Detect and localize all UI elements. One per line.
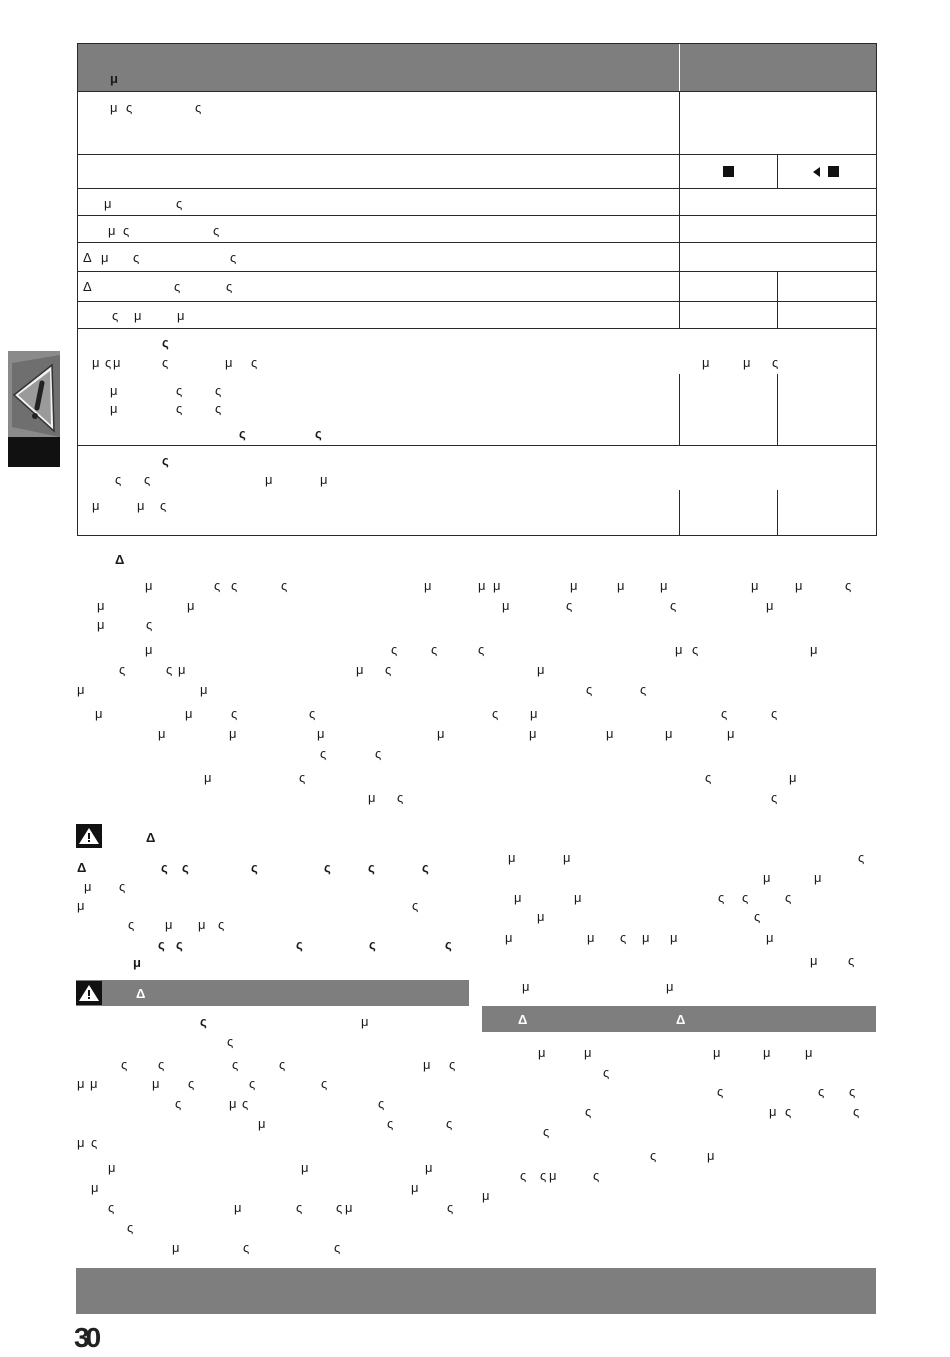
word: ς <box>281 578 288 593</box>
word: ς <box>146 617 153 632</box>
word: μ <box>522 979 530 994</box>
word: Δ <box>77 860 87 875</box>
table-cell: μ <box>104 196 112 211</box>
word: μ <box>530 706 538 721</box>
table-cell: ς <box>213 223 220 238</box>
word: μ <box>537 662 545 677</box>
table-section-title: ς <box>162 335 169 350</box>
word: ς <box>387 1116 394 1131</box>
word: μ <box>187 598 195 613</box>
word: μ <box>505 930 513 945</box>
word: μ <box>108 1160 116 1175</box>
word: μ <box>97 617 105 632</box>
word: μ <box>549 1168 557 1183</box>
word: μ <box>670 930 678 945</box>
word: μ <box>537 909 545 924</box>
word: μ <box>368 790 376 805</box>
word: ς <box>296 937 303 952</box>
word: μ <box>563 850 571 865</box>
word: μ <box>411 1180 419 1195</box>
word: μ <box>502 598 510 613</box>
word: ς <box>309 706 316 721</box>
word: μ <box>810 953 818 968</box>
word: μ <box>234 1200 242 1215</box>
word: μ <box>95 706 103 721</box>
side-warning-tab <box>8 351 60 467</box>
word: ς <box>692 642 699 657</box>
word: μ <box>769 1104 777 1119</box>
word: ς <box>378 1096 385 1111</box>
word: μ <box>814 870 822 885</box>
table-cell: μ <box>92 355 100 370</box>
section-heading: Δ <box>115 552 125 567</box>
word: ς <box>540 1168 547 1183</box>
table-cell: ς <box>174 279 181 294</box>
word: ς <box>161 860 168 875</box>
word: ς <box>858 850 865 865</box>
word: ς <box>650 1148 657 1163</box>
word: ς <box>158 937 165 952</box>
word: ς <box>375 746 382 761</box>
word: ς <box>214 578 221 593</box>
word: ς <box>670 598 677 613</box>
word: ς <box>188 1076 195 1091</box>
table-cell: ς <box>239 426 246 441</box>
word: μ <box>172 1240 180 1255</box>
table-cell: μ <box>177 308 185 323</box>
word: ς <box>543 1124 550 1139</box>
word: ς <box>566 598 573 613</box>
word: μ <box>178 662 186 677</box>
word: μ <box>200 682 208 697</box>
word: μ <box>789 770 797 785</box>
table-cell: ς <box>115 472 122 487</box>
word: ς <box>127 1220 134 1235</box>
word: ς <box>412 898 419 913</box>
word: μ <box>763 870 771 885</box>
table-cell: ς <box>195 100 202 115</box>
word: μ <box>301 1160 309 1175</box>
word: ς <box>603 1065 610 1080</box>
word: ς <box>586 682 593 697</box>
table-cell: ς <box>160 498 167 513</box>
word: μ <box>660 578 668 593</box>
table-cell: μ <box>110 383 118 398</box>
table-cell: ς <box>215 383 222 398</box>
table-cell: μ <box>108 223 116 238</box>
table-cell: ς <box>315 426 322 441</box>
word: ς <box>218 917 225 932</box>
word: μ <box>508 850 516 865</box>
word: μ <box>229 726 237 741</box>
word: μ <box>424 578 432 593</box>
word: ς <box>771 790 778 805</box>
word: μ <box>642 930 650 945</box>
word: μ <box>258 1116 266 1131</box>
word: ς <box>721 706 728 721</box>
word: ς <box>296 1200 303 1215</box>
word: μ <box>317 726 325 741</box>
word: ς <box>251 860 258 875</box>
word: μ <box>538 1045 546 1060</box>
word: μ <box>423 1057 431 1072</box>
footer-bar <box>76 1268 876 1314</box>
section-bar-title: Δ <box>676 1012 686 1027</box>
table-cell: ς <box>123 223 130 238</box>
word: μ <box>152 1076 160 1091</box>
stop-square-icon <box>828 166 839 177</box>
word: ς <box>754 909 761 924</box>
word: ς <box>446 1116 453 1131</box>
word: ς <box>585 1104 592 1119</box>
warning-icon <box>8 351 60 467</box>
word: ς <box>182 860 189 875</box>
word: μ <box>751 578 759 593</box>
word: ς <box>705 770 712 785</box>
word: μ <box>204 770 212 785</box>
word: ς <box>231 706 238 721</box>
word: μ <box>482 1188 490 1203</box>
word: ς <box>845 578 852 593</box>
word: μ <box>665 726 673 741</box>
table-cell: ς <box>176 401 183 416</box>
word: μ <box>77 682 85 697</box>
word: ς <box>200 1014 207 1029</box>
table-cell: Δ <box>83 250 92 265</box>
word: ς <box>176 937 183 952</box>
table-cell: ς <box>176 383 183 398</box>
word: ς <box>320 746 327 761</box>
table-cell: ς <box>230 250 237 265</box>
word: μ <box>574 890 582 905</box>
word: μ <box>606 726 614 741</box>
table-cell: ς <box>772 355 779 370</box>
word: ς <box>121 1057 128 1072</box>
word: ς <box>449 1057 456 1072</box>
table-cell: μ <box>225 355 233 370</box>
table-cell: μ <box>101 250 109 265</box>
word: ς <box>108 1200 115 1215</box>
word: ς <box>321 1076 328 1091</box>
word: μ <box>617 578 625 593</box>
table-cell: ς <box>226 279 233 294</box>
table-cell: μ <box>110 401 118 416</box>
word: μ <box>805 1045 813 1060</box>
word: μ <box>795 578 803 593</box>
word: μ <box>165 917 173 932</box>
warning-title: Δ <box>146 830 156 845</box>
word: ς <box>848 953 855 968</box>
stop-square-icon <box>723 166 734 177</box>
word: μ <box>90 1076 98 1091</box>
word: μ <box>356 662 364 677</box>
word: μ <box>493 578 501 593</box>
word: μ <box>675 642 683 657</box>
word: ς <box>785 1104 792 1119</box>
word: ς <box>166 662 173 677</box>
word: μ <box>707 1148 715 1163</box>
word: ς <box>232 1057 239 1072</box>
word: μ <box>570 578 578 593</box>
word: ς <box>853 1104 860 1119</box>
word: ς <box>397 790 404 805</box>
word: ς <box>520 1168 527 1183</box>
word: μ <box>145 578 153 593</box>
table-cell: μ <box>137 498 145 513</box>
word: ς <box>593 1168 600 1183</box>
word: ς <box>91 1135 98 1150</box>
word: μ <box>766 598 774 613</box>
word: μ <box>810 642 818 657</box>
word: μ <box>666 979 674 994</box>
word: μ <box>133 955 141 970</box>
word: μ <box>345 1200 353 1215</box>
word: ς <box>299 770 306 785</box>
word: ς <box>640 682 647 697</box>
word: μ <box>97 598 105 613</box>
table-cell: ς <box>144 472 151 487</box>
word: μ <box>91 1180 99 1195</box>
table-section-title: ς <box>162 453 169 468</box>
word: ς <box>492 706 499 721</box>
table-cell: μ <box>134 308 142 323</box>
word: μ <box>514 890 522 905</box>
word: ς <box>717 1084 724 1099</box>
table-cell: μ <box>265 472 273 487</box>
word: ς <box>279 1057 286 1072</box>
word: ς <box>391 642 398 657</box>
word: ς <box>158 1057 165 1072</box>
word: ς <box>249 1076 256 1091</box>
table-cell: μ <box>320 472 328 487</box>
word: μ <box>437 726 445 741</box>
word: μ <box>425 1160 433 1175</box>
table-header <box>77 43 876 91</box>
word: ς <box>620 930 627 945</box>
word: μ <box>361 1014 369 1029</box>
word: ς <box>336 1200 343 1215</box>
word: ς <box>175 1096 182 1111</box>
word: ς <box>119 879 126 894</box>
word: ς <box>431 642 438 657</box>
warning-bar <box>76 980 469 1006</box>
word: μ <box>713 1045 721 1060</box>
word: ς <box>445 937 452 952</box>
word: μ <box>529 726 537 741</box>
word: μ <box>185 706 193 721</box>
word: ς <box>385 662 392 677</box>
word: ς <box>119 662 126 677</box>
table-cell: μ <box>743 355 751 370</box>
word: μ <box>145 642 153 657</box>
word: ς <box>243 1240 250 1255</box>
reverse-arrow-icon <box>813 167 820 177</box>
word: ς <box>227 1034 234 1049</box>
word: μ <box>727 726 735 741</box>
table-cell: ς <box>251 355 258 370</box>
word: ς <box>478 642 485 657</box>
table-cell: ς <box>105 355 112 370</box>
word: ς <box>718 890 725 905</box>
table-cell: Δ <box>83 279 92 294</box>
word: ς <box>785 890 792 905</box>
word: ς <box>334 1240 341 1255</box>
table-cell: ς <box>112 308 119 323</box>
word: ς <box>742 890 749 905</box>
word: ς <box>849 1084 856 1099</box>
word: μ <box>77 1135 85 1150</box>
word: ς <box>369 937 376 952</box>
table-cell: ς <box>126 100 133 115</box>
word: μ <box>77 1076 85 1091</box>
word: ς <box>231 578 238 593</box>
word: ς <box>422 860 429 875</box>
word: ς <box>128 917 135 932</box>
word: ς <box>818 1084 825 1099</box>
word: ς <box>324 860 331 875</box>
word: ς <box>771 706 778 721</box>
warning-triangle-icon <box>76 824 102 848</box>
word: μ <box>478 578 486 593</box>
table-cell: μ <box>113 355 121 370</box>
word: ς <box>447 1200 454 1215</box>
table-cell: ς <box>215 401 222 416</box>
word: μ <box>84 879 92 894</box>
table-cell: μ <box>702 355 710 370</box>
table-cell: ς <box>176 196 183 211</box>
word: μ <box>229 1096 237 1111</box>
page-number: 30 <box>74 1322 98 1353</box>
word: ς <box>242 1096 249 1111</box>
warning-triangle-icon <box>76 981 102 1005</box>
table-cell: ς <box>133 250 140 265</box>
word: μ <box>158 726 166 741</box>
word: μ <box>587 930 595 945</box>
table-cell: ς <box>162 355 169 370</box>
word: μ <box>763 1045 771 1060</box>
warning-bar-title: Δ <box>136 986 146 1001</box>
table-header-label: μ <box>110 71 118 86</box>
word: μ <box>766 930 774 945</box>
section-bar-title: Δ <box>518 1012 528 1027</box>
table-cell: μ <box>110 100 118 115</box>
word: μ <box>198 917 206 932</box>
word: ς <box>368 860 375 875</box>
word: μ <box>584 1045 592 1060</box>
word: μ <box>77 898 85 913</box>
table-cell: μ <box>92 498 100 513</box>
